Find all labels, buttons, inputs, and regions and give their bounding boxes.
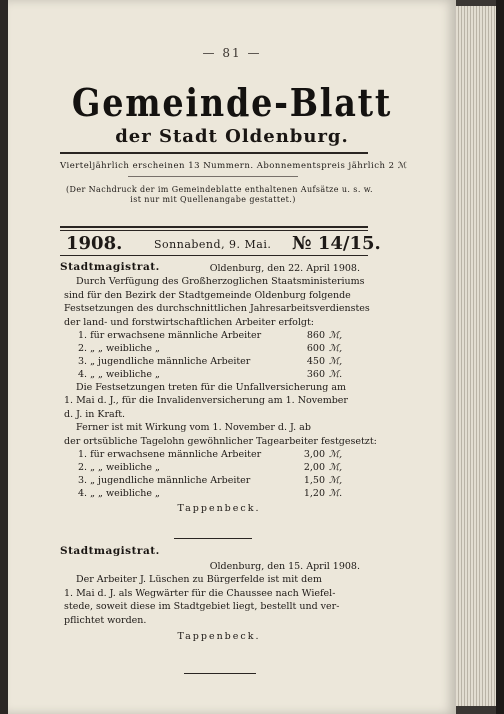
- rate-row: [78, 474, 374, 487]
- rate-row: [78, 368, 374, 381]
- signature: Tappenbeck.: [177, 502, 261, 514]
- divider: [174, 538, 252, 539]
- rate-label: 3. „ jugendliche männliche Arbeiter: [78, 355, 251, 367]
- divider: [60, 152, 368, 154]
- issue-year: 1908.: [66, 233, 123, 254]
- section-heading: Stadtmagistrat.: [60, 261, 160, 273]
- section-2-body: [64, 560, 374, 643]
- rate-row: [78, 487, 374, 500]
- masthead-subtitle: der Stadt Oldenburg.: [115, 126, 349, 147]
- rate-label: 2. „ „ weibliche „: [78, 342, 160, 354]
- rate-unit: ℳ,: [329, 461, 343, 473]
- rate-value: 450: [306, 355, 325, 367]
- section-1-body: [64, 262, 377, 515]
- page-number: — 81 —: [202, 46, 262, 60]
- rates-table-1: [64, 329, 374, 381]
- divider: [60, 230, 368, 231]
- text-line: 1. Mai d. J. als Wegwärter für die Chaussee nach Wiefel-: [64, 587, 336, 599]
- rate-value: 860: [306, 329, 325, 341]
- book-spine: [0, 0, 8, 714]
- rate-value: 1,20: [303, 487, 325, 499]
- text-line: d. J. in Kraft.: [64, 408, 126, 420]
- rate-row: [78, 461, 374, 474]
- page-edges: [456, 6, 496, 706]
- text-line: 1. Mai d. J., für die Invalidenversicherung am 1. November: [64, 395, 348, 407]
- text-line: Der Arbeiter J. Lüschen zu Bürgerfelde ist mit dem: [76, 574, 322, 586]
- section-heading: Stadtmagistrat.: [60, 545, 160, 557]
- subscription-info: Vierteljährlich erscheinen 13 Nummern. Abonnementspreis jährlich 2 ℳ: [60, 161, 408, 171]
- rate-value: 1,50: [303, 474, 325, 486]
- rate-unit: ℳ,: [329, 329, 343, 341]
- rate-label: 1. für erwachsene männliche Arbeiter: [78, 448, 262, 460]
- text-line: der land- und forstwirtschaftlichen Arbeiter erfolgt:: [64, 316, 315, 328]
- rate-value: 360: [306, 368, 325, 380]
- reprint-note-line-1: (Der Nachdruck der im Gemeindeblatte enthaltenen Aufsätze u. s. w.: [66, 185, 373, 194]
- text-line: Durch Verfügung des Großherzoglichen Staatsministeriums: [76, 276, 365, 288]
- reprint-note-line-2: ist nur mit Quellenangabe gestattet.): [130, 195, 296, 204]
- rate-label: 2. „ „ weibliche „: [78, 461, 160, 473]
- divider: [60, 226, 368, 228]
- place-date: Oldenburg, den 22. April 1908.: [209, 263, 360, 274]
- rate-label: 4. „ „ weibliche „: [78, 487, 160, 499]
- issue-date: Sonnabend, 9. Mai.: [154, 238, 272, 251]
- divider: [128, 176, 298, 177]
- masthead-title: Gemeinde-Blatt: [71, 80, 393, 125]
- rate-label: 4. „ „ weibliche „: [78, 368, 160, 380]
- signature: Tappenbeck.: [177, 630, 261, 642]
- divider: [184, 673, 256, 674]
- text-line: stede, soweit diese im Stadtgebiet liegt, bestellt und ver-: [64, 601, 340, 613]
- rate-row: [78, 355, 374, 368]
- rate-unit: ℳ,: [329, 355, 343, 367]
- rates-table-2: [64, 448, 374, 500]
- rate-label: 3. „ jugendliche männliche Arbeiter: [78, 474, 251, 486]
- place-date: Oldenburg, den 15. April 1908.: [209, 561, 360, 572]
- text-line: der ortsübliche Tagelohn gewöhnlicher Tagearbeiter festgesetzt:: [64, 435, 377, 447]
- rate-value: 3,00: [303, 448, 325, 460]
- rate-value: 600: [306, 342, 325, 354]
- rate-row: [78, 448, 374, 461]
- rate-row: [78, 329, 374, 342]
- page: [8, 0, 456, 714]
- rate-unit: ℳ,: [329, 342, 343, 354]
- book-shadow: [496, 0, 504, 714]
- rate-value: 2,00: [303, 461, 325, 473]
- rate-unit: ℳ,: [329, 448, 343, 460]
- rate-unit: ℳ.: [329, 368, 343, 380]
- text-line: Festsetzungen des durchschnittlichen Jahresarbeitsverdienstes: [64, 303, 370, 315]
- divider: [60, 255, 368, 256]
- rate-unit: ℳ,: [329, 474, 343, 486]
- text-line: Die Festsetzungen treten für die Unfallversicherung am: [76, 381, 347, 393]
- rate-row: [78, 342, 374, 355]
- rate-unit: ℳ.: [329, 487, 343, 499]
- issue-number: № 14/15.: [292, 233, 381, 254]
- rate-label: 1. für erwachsene männliche Arbeiter: [78, 329, 262, 341]
- text-line: Ferner ist mit Wirkung vom 1. November d. J. ab: [76, 422, 311, 434]
- text-line: sind für den Bezirk der Stadtgemeinde Oldenburg folgende: [64, 289, 351, 301]
- text-line: pflichtet worden.: [64, 614, 147, 626]
